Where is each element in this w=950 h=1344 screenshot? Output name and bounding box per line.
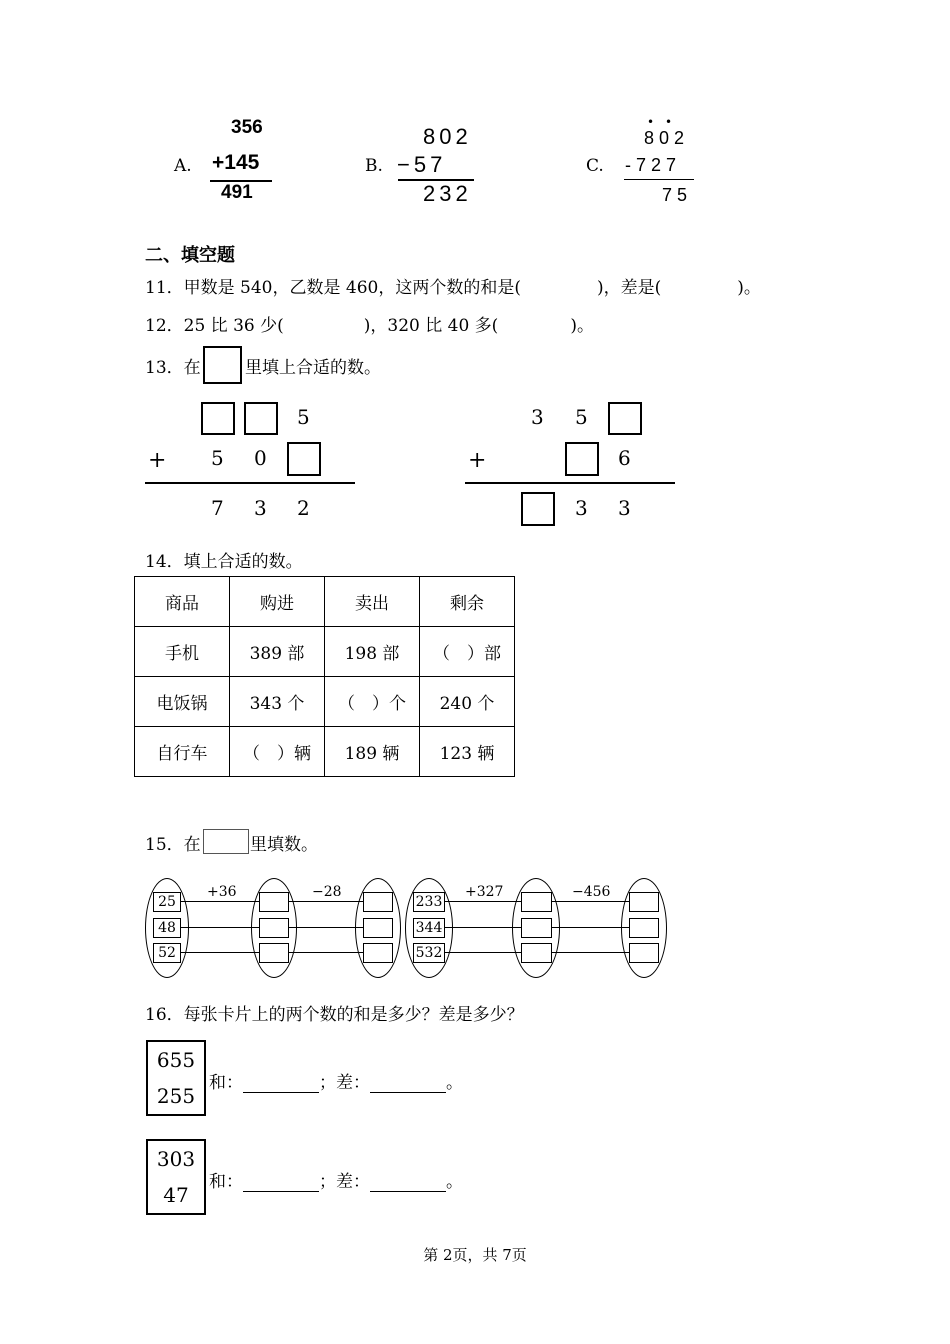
- diff-label: ；差：: [319, 1172, 370, 1192]
- answer-box[interactable]: [521, 918, 552, 938]
- operation-label: +327: [465, 884, 504, 900]
- arrow-line: [444, 952, 522, 953]
- digit: 5: [297, 405, 310, 429]
- option-b-label: B.: [365, 156, 383, 176]
- sum-rule: [465, 482, 675, 484]
- card-number: 47: [163, 1183, 189, 1207]
- q11-end: )。: [737, 278, 761, 298]
- sum-label: 和：: [209, 1073, 243, 1093]
- plus-sign: +: [148, 448, 167, 473]
- q15-example-box: [203, 829, 249, 854]
- table-cell: 123 辆: [420, 727, 515, 777]
- q16-answer-line-1: [209, 1068, 463, 1093]
- arrow-line: [444, 901, 522, 902]
- option-a-op: +145: [212, 151, 260, 174]
- table-row: [135, 627, 515, 677]
- table-row: [135, 727, 515, 777]
- answer-box[interactable]: [629, 943, 659, 963]
- q11-text: 11．甲数是 540，乙数是 460，这两个数的和是(: [145, 278, 521, 298]
- q13-suffix: 里填上合适的数。: [245, 358, 381, 378]
- table-header-cell: 购进: [230, 577, 325, 627]
- page-footer: 第 2页，共 7页: [423, 1246, 527, 1264]
- answer-box[interactable]: [565, 442, 599, 476]
- q16-title: 16．每张卡片上的两个数的和是多少？差是多少？: [145, 1005, 524, 1025]
- q11-mid: )，差是(: [596, 278, 662, 298]
- question-12: [145, 311, 594, 336]
- digit: 5: [575, 405, 588, 429]
- operation-label: −456: [572, 884, 611, 900]
- table-header-cell: 剩余: [420, 577, 515, 627]
- diff-blank[interactable]: [370, 1074, 446, 1093]
- card-number: 255: [156, 1084, 196, 1108]
- answer-box[interactable]: [259, 943, 289, 963]
- arrow-line: [551, 927, 631, 928]
- sum-label: 和：: [209, 1172, 243, 1192]
- option-b-top: 802: [423, 124, 472, 149]
- answer-box[interactable]: [363, 892, 393, 912]
- arrow-line: [288, 901, 364, 902]
- option-a-result: 491: [221, 182, 253, 203]
- sum-rule: [145, 482, 355, 484]
- q13-prefix: 13．在: [145, 358, 201, 378]
- q12-end: )。: [570, 316, 594, 336]
- end-mark: 。: [446, 1172, 463, 1192]
- table-cell-blank[interactable]: （ ）辆: [230, 727, 325, 777]
- option-c-label: C.: [586, 156, 604, 176]
- option-a-label: A.: [174, 156, 192, 176]
- arrow-line: [288, 927, 364, 928]
- table-header-row: [135, 577, 515, 627]
- arrow-line: [444, 927, 522, 928]
- input-value-box: 48: [153, 918, 181, 938]
- plus-sign: +: [468, 448, 487, 473]
- option-b-result: 232: [423, 181, 472, 206]
- answer-box[interactable]: [201, 402, 235, 435]
- arrow-line: [180, 952, 260, 953]
- option-c-op: -727: [625, 155, 682, 175]
- number-card: [146, 1139, 206, 1215]
- answer-box[interactable]: [521, 943, 552, 963]
- answer-box[interactable]: [244, 402, 278, 435]
- number-card: [146, 1040, 206, 1116]
- q15-prefix: 15．在: [145, 835, 201, 855]
- input-value-box: 344: [413, 918, 445, 938]
- input-value-box: 52: [153, 943, 181, 963]
- section-title: 二、填空题: [145, 245, 235, 266]
- operation-label: +36: [207, 884, 237, 900]
- input-value-box: 25: [153, 892, 181, 912]
- table-cell: 电饭锅: [135, 677, 230, 727]
- carry-dot-icon: •: [647, 115, 655, 129]
- arrow-line: [180, 927, 260, 928]
- input-value-box: 233: [413, 892, 445, 912]
- digit: 5: [211, 446, 224, 470]
- goods-table: [134, 576, 515, 777]
- table-header-cell: 卖出: [325, 577, 420, 627]
- arrow-line: [180, 901, 260, 902]
- digit: 2: [297, 496, 310, 520]
- q15-suffix: 里填数。: [250, 835, 318, 855]
- q14-title: 14．填上合适的数。: [145, 552, 303, 572]
- answer-box[interactable]: [521, 492, 555, 526]
- sum-blank[interactable]: [243, 1074, 319, 1093]
- card-number: 303: [156, 1147, 196, 1171]
- input-value-box: 532: [413, 943, 445, 963]
- answer-box[interactable]: [629, 892, 659, 912]
- q13-example-box: [203, 346, 242, 384]
- table-cell: 389 部: [230, 627, 325, 677]
- carry-dot-icon: •: [665, 115, 673, 129]
- diff-label: ；差：: [319, 1073, 370, 1093]
- answer-box[interactable]: [629, 918, 659, 938]
- table-cell: 240 个: [420, 677, 515, 727]
- q12-mid: )，320 比 40 多(: [363, 316, 499, 336]
- card-number: 655: [156, 1048, 196, 1072]
- digit: 0: [254, 446, 267, 470]
- table-cell-blank[interactable]: （ ）个: [325, 677, 420, 727]
- table-cell: 手机: [135, 627, 230, 677]
- table-cell: 189 辆: [325, 727, 420, 777]
- option-c-rule: [624, 179, 694, 180]
- answer-box[interactable]: [363, 943, 393, 963]
- digit: 3: [618, 496, 631, 520]
- option-c-top: 802: [644, 128, 690, 148]
- answer-box[interactable]: [363, 918, 393, 938]
- option-a-top: 356: [231, 117, 263, 138]
- table-header-cell: 商品: [135, 577, 230, 627]
- digit: 3: [575, 496, 588, 520]
- digit: 6: [618, 446, 631, 470]
- arrow-line: [551, 901, 631, 902]
- table-cell: 自行车: [135, 727, 230, 777]
- digit: 3: [254, 496, 267, 520]
- arrow-line: [288, 952, 364, 953]
- table-cell: 343 个: [230, 677, 325, 727]
- option-c-result: 75: [662, 185, 693, 205]
- arrow-line: [551, 952, 631, 953]
- diff-blank[interactable]: [370, 1173, 446, 1192]
- option-b-op: −57: [397, 152, 447, 177]
- q16-answer-line-2: [209, 1167, 463, 1192]
- q12-text: 12．25 比 36 少(: [145, 316, 284, 336]
- end-mark: 。: [446, 1073, 463, 1093]
- answer-box[interactable]: [608, 402, 642, 435]
- table-cell: 198 部: [325, 627, 420, 677]
- digit: 7: [211, 496, 224, 520]
- answer-box[interactable]: [259, 892, 289, 912]
- operation-label: −28: [312, 884, 342, 900]
- question-11: [145, 273, 761, 298]
- answer-box[interactable]: [259, 918, 289, 938]
- answer-box[interactable]: [287, 442, 321, 476]
- table-cell-blank[interactable]: （ ）部: [420, 627, 515, 677]
- digit: 3: [531, 405, 544, 429]
- sum-blank[interactable]: [243, 1173, 319, 1192]
- table-row: [135, 677, 515, 727]
- answer-box[interactable]: [521, 892, 552, 912]
